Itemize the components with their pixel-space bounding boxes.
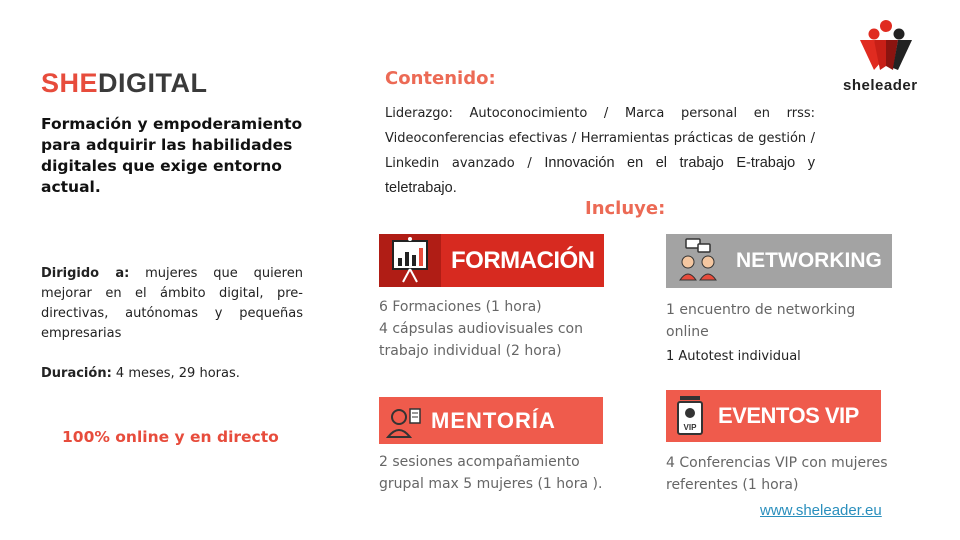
mentoria-banner-label: MENTORÍA: [431, 407, 556, 433]
page-title: [41, 68, 208, 99]
online-tagline: 100% online y en directo: [62, 428, 279, 446]
dirigido-text: mujeres que quieren mejorar en el ámbito digital, pre-directivas, autónomas y pequeñas empresarias: [41, 266, 303, 341]
networking-desc: 1 encuentro de networking online: [666, 302, 856, 340]
duracion-text: 4 meses, 29 horas.: [111, 366, 240, 381]
formacion-banner: [379, 234, 604, 287]
contenido-heading: Contenido:: [385, 68, 496, 89]
vip-badge-icon: [666, 390, 712, 442]
sheleader-logo-icon: [838, 18, 934, 78]
eventos-vip-banner-label: EVENTOS VIP: [718, 403, 859, 428]
contenido-text-part1: Liderazgo: Autoconocimiento / Marca personal en rrss: Videoconferencias efectivas / Herramientas prácticas de gestión / Linkedin avanzado /: [385, 106, 815, 171]
incluye-heading: Incluye:: [585, 198, 666, 219]
title-she: SHE: [41, 68, 99, 98]
mentoria-banner: [379, 397, 603, 444]
subtitle: Formación y empoderamiento para adquirir las habilidades digitales que exige entorno actual.: [41, 115, 303, 196]
eventos-vip-banner: [666, 390, 881, 442]
mentor-icon: [379, 397, 427, 444]
svg-text:VIP: VIP: [683, 423, 697, 432]
networking-banner-label: NETWORKING: [736, 249, 882, 272]
formacion-banner-label: FORMACIÓN: [451, 246, 595, 274]
duracion-paragraph: [41, 366, 240, 381]
networking-extra: 1 Autotest individual: [666, 349, 801, 364]
logo-text: sheleader: [843, 77, 918, 94]
formacion-desc: 6 Formaciones (1 hora) 4 cápsulas audiovisuales con trabajo individual (2 hora): [379, 299, 583, 359]
people-chat-icon: [666, 234, 726, 288]
contenido-text-part2: Innovación en el trabajo E-trabajo y teletrabajo.: [385, 155, 815, 196]
presentation-board-icon: [379, 234, 441, 287]
website-link[interactable]: www.sheleader.eu: [760, 502, 882, 519]
title-digital: DIGITAL: [98, 68, 208, 98]
networking-banner: [666, 234, 892, 288]
dirigido-paragraph: [41, 264, 303, 344]
contenido-text: [385, 101, 815, 201]
dirigido-label: Dirigido a:: [41, 266, 130, 281]
duracion-label: Duración:: [41, 366, 112, 381]
eventos-vip-desc: 4 Conferencias VIP con mujeres referentes (1 hora): [666, 455, 888, 493]
mentoria-desc: 2 sesiones acompañamiento grupal max 5 mujeres (1 hora ).: [379, 454, 603, 492]
